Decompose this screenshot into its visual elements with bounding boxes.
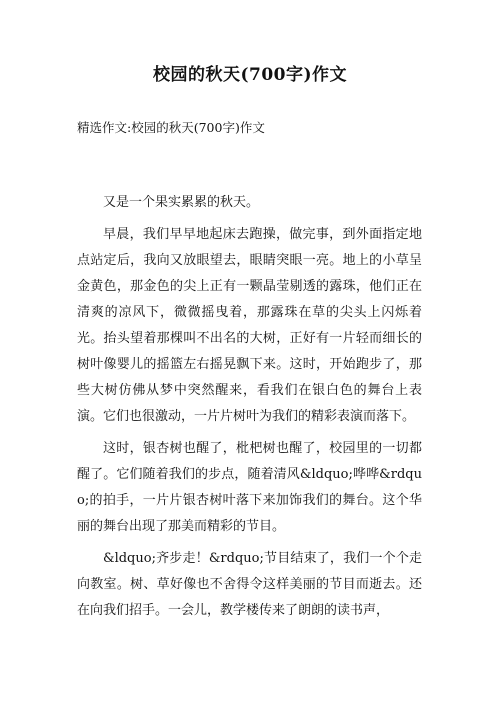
paragraph-2: 早晨，我们早早地起床去跑操，做完事，到外面指定地点站定后，我向又放眼望去，眼睛突眼一亮。地上的小草呈金黄色，那金色的尖上正有一颗晶莹剔透的露珠，他们正在清爽的凉风下，微微摇曳着，那露珠在草的尖头上闪烁着光。抬头望着那棵叫不出名的大树，正好有一片轻而细长的树叶像婴儿的摇篮左右摇晃飘下来。这时，开始跑步了，那些大树仿佛从梦中突然醒来，看我们在银白色的舞台上表演。它们也很激动，一片片树叶为我们的精彩表演而落下。 — [77, 227, 422, 424]
paragraph-4: &ldquo;齐步走！&rdquo;节目结束了，我们一个个走向教室。树、草好像也不舍得令这样美丽的节目而逝去。还在向我们招手。一会儿，教学楼传来了朗朗的读书声， — [77, 551, 422, 618]
paragraph-3: 这时，银杏树也醒了，枇杷树也醒了，校园里的一切都醒了。它们随着我们的步点，随着清风&ldquo;哗哗&rdquo;的拍手，一片片银杏树叶落下来加饰我们的舞台。这个华丽的舞台出现了那美而精彩的节目。 — [77, 441, 422, 534]
document-title: 校园的秋天(700字)作文 — [152, 65, 348, 85]
document-subtitle: 精选作文:校园的秋天(700字)作文 — [77, 120, 265, 135]
paragraph-1: 又是一个果实累累的秋天。 — [103, 195, 260, 210]
article-body — [77, 190, 422, 630]
